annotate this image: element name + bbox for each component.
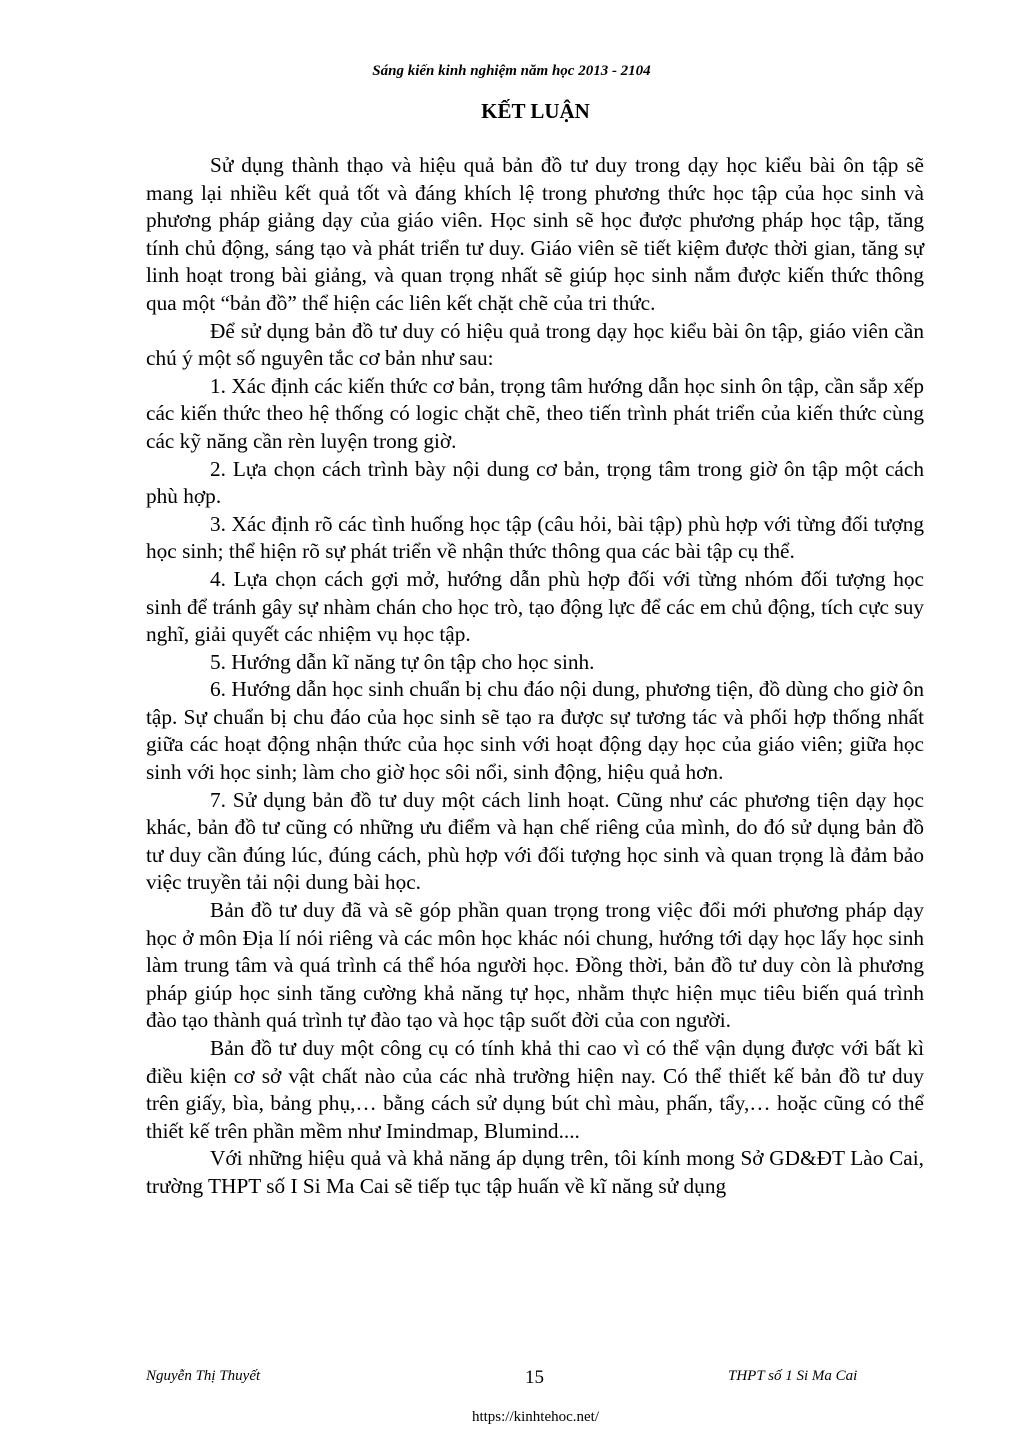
principle-2: 2. Lựa chọn cách trình bày nội dung cơ bản, trọng tâm trong giờ ôn tập một cách phù hợp.	[146, 456, 924, 509]
paragraph-5: Với những hiệu quả và khả năng áp dụng trên, tôi kính mong Sở GD&ĐT Lào Cai, trường THPT số I Si Ma Cai sẽ tiếp tục tập huấn về kĩ năng sử dụng	[146, 1146, 924, 1198]
section-title: KẾT LUẬN	[481, 99, 590, 123]
principle-1: 1. Xác định các kiến thức cơ bản, trọng tâm hướng dẫn học sinh ôn tập, cần sắp xếp các kiến thức theo hệ thống có logic chặt chẽ, theo tiến trình phát triển của kiến thức cùng các kỹ năng cần rèn luyện trong giờ.	[146, 373, 924, 453]
source-url: https://kinhtehoc.net/	[471, 1409, 600, 1425]
principle-3: 3. Xác định rõ các tình huống học tập (câu hỏi, bài tập) phù hợp với từng đối tượng học sinh; thể hiện rõ sự phát triển về nhận thức thông qua các bài tập cụ thể.	[146, 511, 924, 564]
page-number: 15	[525, 1367, 544, 1388]
principle-7: 7. Sử dụng bản đồ tư duy một cách linh hoạt. Cũng như các phương tiện dạy học khác, bản đồ tư cũng có những ưu điểm và hạn chế riêng của mình, do đó sử dụng bản đồ tư duy cần đúng lúc, đúng cách, phù hợp với đối tượng học sinh và quan trọng là đảm bảo việc truyền tải nội dung bài học.	[146, 787, 924, 895]
paragraph-2: Để sử dụng bản đồ tư duy có hiệu quả trong dạy học kiểu bài ôn tập, giáo viên cần chú ý một số nguyên tắc cơ bản như sau:	[146, 318, 924, 371]
footer-school: THPT số 1 Si Ma Cai	[728, 1368, 858, 1384]
page-header: Sáng kiến kinh nghiệm năm học 2013 - 2104	[372, 63, 651, 79]
principle-4: 4. Lựa chọn cách gợi mở, hướng dẫn phù hợp đối với từng nhóm đối tượng học sinh để tránh gây sự nhàm chán cho học trò, tạo động lực để các em chủ động, tích cực suy nghĩ, giải quyết các nhiệm vụ học tập.	[146, 566, 924, 647]
paragraph-1: Sử dụng thành thạo và hiệu quả bản đồ tư duy trong dạy học kiểu bài ôn tập sẽ mang lại nhiều kết quả tốt và đáng khích lệ trong phương thức học tập của học sinh và phương pháp giảng dạy của giáo viên. Học sinh sẽ học được phương pháp học tập, tăng tính chủ động, sáng tạo và phát triển tư duy. Giáo viên sẽ tiết kiệm được thời gian, tăng sự linh hoạt trong bài giảng, và quan trọng nhất sẽ giúp học sinh nắm được kiến thức thông qua một “bản đồ” thể hiện các liên kết chặt chẽ của tri thức.	[146, 153, 924, 315]
paragraph-3: Bản đồ tư duy đã và sẽ góp phần quan trọng trong việc đổi mới phương pháp dạy học ở môn Địa lí nói riêng và các môn học khác nói chung, hướng tới dạy học lấy học sinh làm trung tâm và quá trình cá thể hóa người học. Đồng thời, bản đồ tư duy còn là phương pháp giúp học sinh tăng cường khả năng tự học, nhằm thực hiện mục tiêu biến quá trình đào tạo thành quá trình tự đào tạo và học tập suốt đời của con người.	[146, 898, 924, 1033]
paragraph-4: Bản đồ tư duy một công cụ có tính khả thi cao vì có thể vận dụng được với bất kì điều kiện cơ sở vật chất nào của các nhà trường hiện nay. Có thể thiết kế bản đồ tư duy trên giấy, bìa, bảng phụ,… bằng cách sử dụng bút chì màu, phấn, tẩy,… hoặc cũng có thể thiết kế trên phần mềm như Imindmap, Blumind....	[146, 1036, 924, 1143]
footer-author: Nguyễn Thị Thuyết	[146, 1368, 261, 1384]
principle-6: 6. Hướng dẫn học sinh chuẩn bị chu đáo nội dung, phương tiện, đồ dùng cho giờ ôn tập. Sự chuẩn bị chu đáo của học sinh sẽ tạo ra được sự tương tác và phối hợp thống nhất giữa các hoạt động nhận thức của học sinh với hoạt động dạy học của giáo viên; giữa học sinh với học sinh; làm cho giờ học sôi nổi, sinh động, hiệu quả hơn.	[146, 677, 924, 785]
body-text	[146, 152, 924, 1201]
principle-5: 5. Hướng dẫn kĩ năng tự ôn tập cho học sinh.	[210, 649, 595, 674]
